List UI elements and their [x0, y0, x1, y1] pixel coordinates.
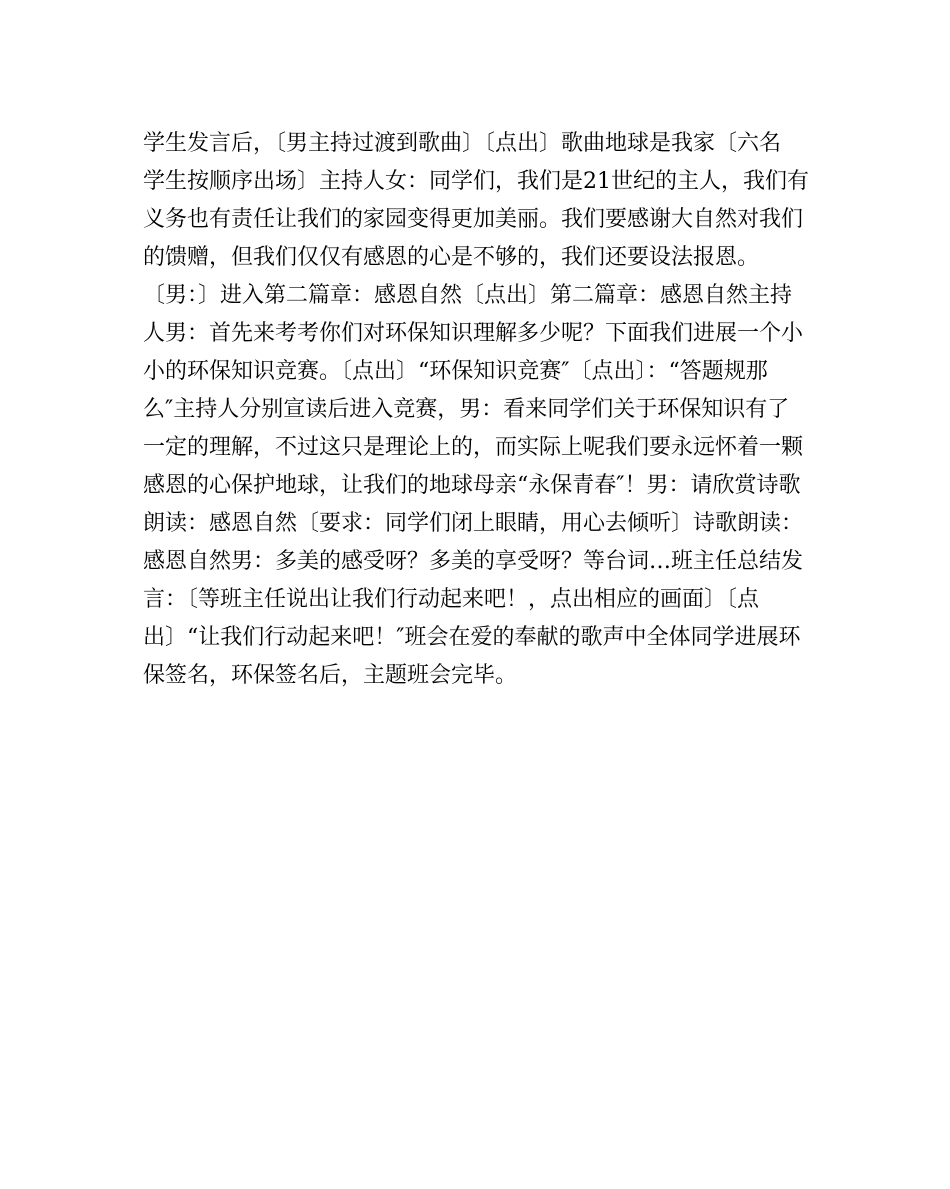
text-line-13: 言：〔等班主任说出让我们行动起来吧！，点出相应的画面〕〔点 — [143, 587, 760, 612]
text-line-15: 保签名，环保签名后，主题班会完毕。 — [143, 663, 518, 688]
text-line-8: 么″主持人分别宣读后进入竞赛，男：看来同学们关于环保知识有了 — [143, 397, 790, 422]
text-line-14: 出〕“让我们行动起来吧！″班会在爱的奉献的歌声中全体同学进展环 — [143, 625, 801, 650]
text-line-1: 学生发言后，〔男主持过渡到歌曲〕〔点出〕歌曲地球是我家〔六名 — [143, 131, 782, 156]
text-line-11: 朗读：感恩自然〔要求：同学们闭上眼睛，用心去倾听〕诗歌朗读： — [143, 511, 804, 536]
text-line-9: 一定的理解，不过这只是理论上的，而实际上呢我们要永远怀着一颗 — [143, 435, 804, 460]
text-line-4: 的馈赠，但我们仅仅有感恩的心是不够的，我们还要设法报恩。 — [143, 245, 760, 270]
text-line-2: 学生按顺序出场〕主持人女：同学们，我们是21世纪的主人，我们有 — [143, 169, 809, 194]
text-line-3: 义务也有责任让我们的家园变得更加美丽。我们要感谢大自然对我们 — [143, 207, 804, 232]
body-text — [143, 125, 813, 695]
text-line-12: 感恩自然男：多美的感受呀？多美的享受呀？等台词…班主任总结发 — [143, 549, 804, 574]
text-line-10: 感恩的心保护地球，让我们的地球母亲“永保青春″！男：请欣赏诗歌 — [143, 473, 801, 498]
text-line-5: 〔男：〕进入第二篇章：感恩自然〔点出〕第二篇章：感恩自然主持 — [143, 283, 793, 308]
text-line-7: 小的环保知识竞赛。〔点出〕“环保知识竞赛″〔点出〕：“答题规那 — [143, 359, 768, 384]
text-line-6: 人男：首先来考考你们对环保知识理解多少呢？下面我们进展一个小 — [143, 321, 804, 346]
